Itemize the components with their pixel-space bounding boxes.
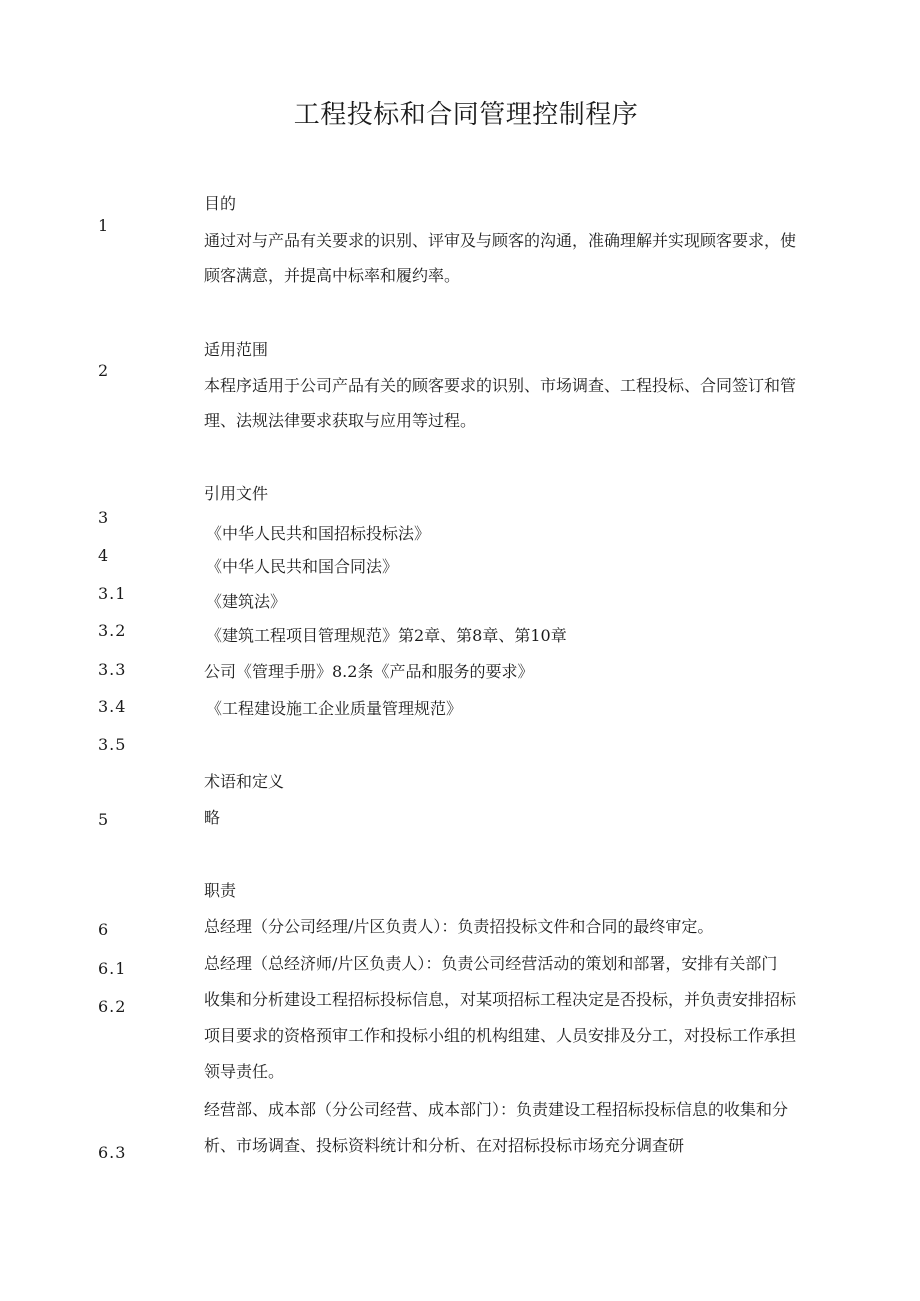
section-number: 6.2 [98, 997, 127, 1016]
section-heading-responsibilities: 职责 [204, 881, 237, 900]
section-number: 2 [98, 361, 110, 380]
terms-text: 略 [204, 808, 221, 827]
section-number: 1 [98, 216, 110, 235]
section-number: 4 [98, 546, 110, 565]
section-number: 3.1 [98, 584, 127, 603]
scope-text-line: 本程序适用于公司产品有关的顾客要求的识别、市场调查、工程投标、合同签订和管 [204, 376, 797, 395]
reference-item: 《中华人民共和国招标投标法》 [206, 524, 431, 543]
section-heading-references: 引用文件 [204, 484, 269, 503]
reference-item: 《中华人民共和国合同法》 [206, 557, 399, 576]
reference-item: 《工程建设施工企业质量管理规范》 [206, 699, 463, 718]
section-number: 6.1 [98, 959, 127, 978]
responsibility-text-line: 总经理（分公司经理/片区负责人）：负责招投标文件和合同的最终审定。 [204, 917, 714, 936]
section-heading-terms: 术语和定义 [204, 772, 285, 791]
responsibility-text-line: 总经理（总经济师/片区负责人）：负责公司经营活动的策划和部署，安排有关部门 [204, 954, 778, 973]
reference-item: 《建筑法》 [206, 592, 287, 611]
section-heading-scope: 适用范围 [204, 340, 269, 359]
section-number: 3.3 [98, 660, 127, 679]
purpose-text-line: 顾客满意，并提高中标率和履约率。 [204, 266, 461, 285]
responsibility-text-line: 项目要求的资格预审工作和投标小组的机构组建、人员安排及分工，对投标工作承担 [204, 1026, 797, 1045]
responsibility-text-line: 领导责任。 [204, 1062, 285, 1081]
section-heading-purpose: 目的 [204, 194, 237, 213]
section-number: 5 [98, 810, 110, 829]
section-number: 6.3 [98, 1143, 127, 1162]
responsibility-text-line: 析、市场调查、投标资料统计和分析、在对招标投标市场充分调查研 [204, 1136, 685, 1155]
section-number: 3.5 [98, 735, 127, 754]
section-number: 3 [98, 508, 110, 527]
responsibility-text-line: 经营部、成本部（分公司经营、成本部门）：负责建设工程招标投标信息的收集和分 [204, 1100, 789, 1119]
page-title: 工程投标和合同管理控制程序 [293, 100, 639, 130]
reference-item: 公司《管理手册》8.2条《产品和服务的要求》 [204, 662, 534, 681]
section-number: 3.4 [98, 697, 127, 716]
responsibility-text-line: 收集和分析建设工程招标投标信息，对某项招标工程决定是否投标，并负责安排招标 [204, 990, 797, 1009]
section-number: 6 [98, 920, 110, 939]
purpose-text-line: 通过对与产品有关要求的识别、评审及与顾客的沟通，准确理解并实现顾客要求，使 [204, 231, 797, 250]
section-number: 3.2 [98, 621, 127, 640]
scope-text-line: 理、法规法律要求获取与应用等过程。 [204, 411, 477, 430]
reference-item: 《建筑工程项目管理规范》第2章、第8章、第10章 [206, 626, 567, 645]
